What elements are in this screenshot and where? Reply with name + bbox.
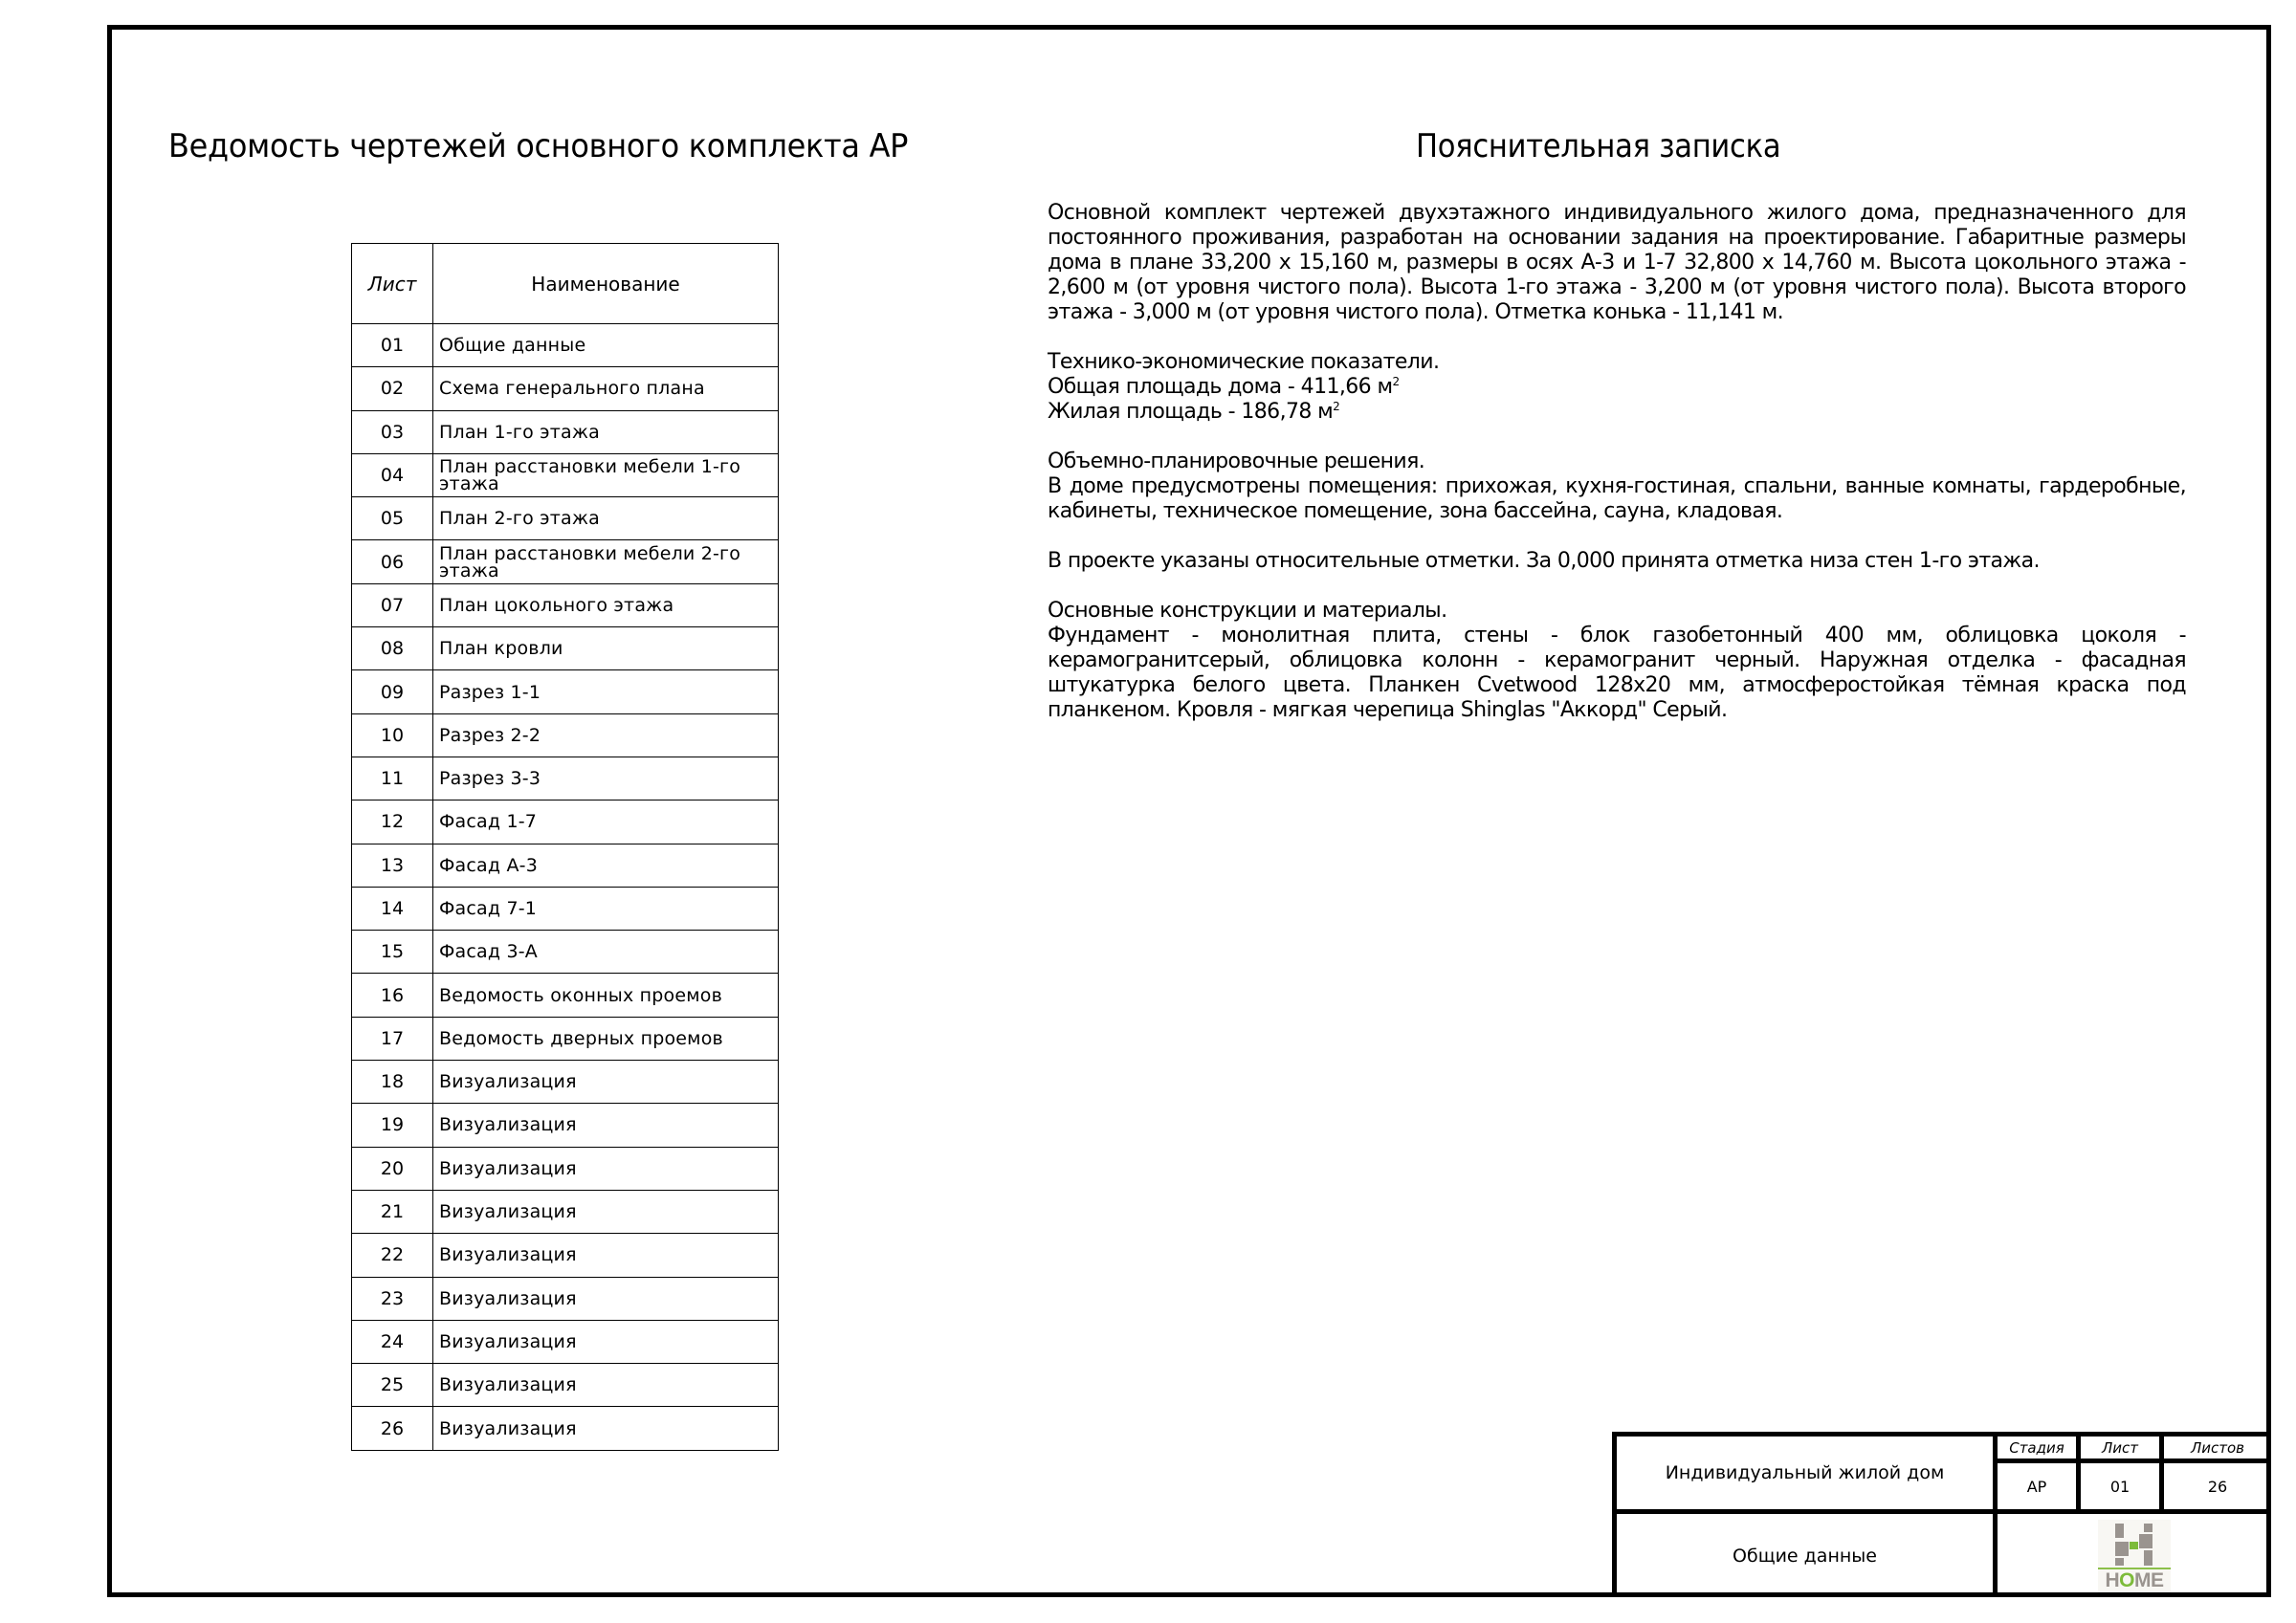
note-planning-text: В доме предусмотрены помещения: прихожая, кухня-гостиная, спальни, ванные комнаты, гардеробные, кабинеты, техническое помещение, зона бассейна, сауна, кладовая. [1048,474,2186,523]
sheet-number: 12 [352,801,433,844]
table-row [352,540,779,583]
sheet-title: Визуализация [433,1190,779,1233]
total-sheets-value: 26 [2164,1463,2271,1514]
sheet-number: 11 [352,757,433,800]
logo-wordmark: HOME [2105,1568,2164,1591]
sheet-title: Визуализация [433,1320,779,1363]
sheet-number: 03 [352,410,433,453]
sheet-number: 15 [352,931,433,974]
total-sheets-label: Листов [2164,1437,2271,1463]
table-row [352,844,779,887]
sheet-number: 24 [352,1320,433,1363]
sheet-number: 09 [352,670,433,713]
table-row [352,931,779,974]
sheet-number: 18 [352,1061,433,1104]
explanatory-note [1048,201,2186,748]
table-row [352,324,779,367]
sheet-title: Визуализация [433,1407,779,1450]
note-planning-heading: Объемно-планировочные решения. [1048,450,1425,473]
sheet-title: Визуализация [433,1364,779,1407]
table-row [352,670,779,713]
column-header-sheet: Лист [352,244,433,324]
note-general-paragraph: Основной комплект чертежей двухэтажного индивидуального жилого дома, предназначенного для постоянного проживания, разработан на основании задания на проектирование. Габаритные размеры дома в плане 33,200 х 15,160 м, размеры в осях А-3 и 1-7 32,800 х 14,760 м. Высота цокольного этажа - 2,600 м (от уровня чистого пола). Высота 1-го этажа - 3,200 м (от уровня чистого пола). Высота второго этажа - 3,000 м (от уровня чистого пола). Отметка конька - 11,141 м. [1048,201,2186,324]
note-materials-block [1048,599,2186,723]
note-living-area: Жилая площадь - 186,78 м [1048,400,1334,424]
note-materials-text: Фундамент - монолитная плита, стены - блок газобетонный 400 мм, облицовка цоколя - керамогранитсерый, облицовка колонн - керамогранит черный. Наружная отделка - фасадная штукатурка белого цвета. Планкен Cvetwood 128x20 мм, атмосферостойкая тёмная краска под планкеном. Кровля - мягкая черепица Shinglas "Аккорд" Серый. [1048,624,2186,722]
table-row [352,1190,779,1233]
sheet-title: План цокольного этажа [433,583,779,626]
sheet-title: Разрез 3-3 [433,757,779,800]
table-row [352,453,779,496]
title-block [1612,1432,2271,1597]
sheet-number: 16 [352,974,433,1017]
sheet-title: Фасад 1-7 [433,801,779,844]
sheet-title: Визуализация [433,1147,779,1190]
table-row [352,887,779,930]
note-total-area: Общая площадь дома - 411,66 м [1048,375,1393,399]
table-row [352,1104,779,1147]
sheet-number: 06 [352,540,433,583]
sheet-number: 20 [352,1147,433,1190]
sheet-title: План расстановки мебели 1-го этажа [433,453,779,496]
sheet-title: Разрез 2-2 [433,713,779,757]
table-row [352,1234,779,1277]
sheet-number: 07 [352,583,433,626]
sheet-name: Общие данные [1617,1514,1998,1597]
sheet-list-body [352,324,779,1451]
table-row [352,1017,779,1060]
table-row [352,974,779,1017]
area-unit-sup: 2 [1333,400,1340,413]
sheet-number: 04 [352,453,433,496]
sheet-title: План расстановки мебели 2-го этажа [433,540,779,583]
note-materials-heading: Основные конструкции и материалы. [1048,599,1447,623]
sheet-number: 14 [352,887,433,930]
column-header-name: Наименование [433,244,779,324]
sheet-title: Визуализация [433,1234,779,1277]
note-planning-block [1048,450,2186,524]
table-row [352,1277,779,1320]
sheet-title: Ведомость оконных проемов [433,974,779,1017]
sheet-number: 08 [352,627,433,670]
note-tep-block [1048,350,2186,425]
sheet-number: 21 [352,1190,433,1233]
sheet-title: План 1-го этажа [433,410,779,453]
table-row [352,497,779,540]
table-row [352,1364,779,1407]
sheet-number: 19 [352,1104,433,1147]
stage-label: Стадия [1998,1437,2081,1463]
sheet-title: Фасад А-3 [433,844,779,887]
sheet-title: План кровли [433,627,779,670]
table-row [352,583,779,626]
sheet-number-value: 01 [2081,1463,2164,1514]
sheet-title: Фасад 3-А [433,931,779,974]
area-unit-sup: 2 [1392,375,1400,388]
sheet-number: 17 [352,1017,433,1060]
sheet-label: Лист [2081,1437,2164,1463]
logo-cell [1998,1514,2271,1597]
sheet-number: 13 [352,844,433,887]
sheet-number: 02 [352,367,433,410]
table-row [352,1407,779,1450]
project-name: Индивидуальный жилой дом [1617,1437,1998,1514]
sheet-number: 22 [352,1234,433,1277]
note-tep-heading: Технико-экономические показатели. [1048,350,1440,374]
sheet-number: 26 [352,1407,433,1450]
sheet-number: 01 [352,324,433,367]
home-logo-icon [2098,1520,2171,1592]
sheet-title: План 2-го этажа [433,497,779,540]
sheet-number: 25 [352,1364,433,1407]
stage-value: АР [1998,1463,2081,1514]
sheet-list-title: Ведомость чертежей основного комплекта АР [168,127,909,165]
table-row [352,713,779,757]
table-row [352,1147,779,1190]
table-row [352,757,779,800]
sheet-list-table [351,243,779,1451]
sheet-title: Общие данные [433,324,779,367]
table-row [352,801,779,844]
sheet-number: 05 [352,497,433,540]
sheet-title: Визуализация [433,1061,779,1104]
note-title: Пояснительная записка [1416,127,1781,165]
note-elevations: В проекте указаны относительные отметки. За 0,000 принята отметка низа стен 1-го этажа. [1048,549,2040,573]
sheet-number: 10 [352,713,433,757]
sheet-title: Визуализация [433,1104,779,1147]
sheet-number: 23 [352,1277,433,1320]
table-header-row [352,244,779,324]
table-row [352,367,779,410]
sheet-title: Фасад 7-1 [433,887,779,930]
sheet-title: Визуализация [433,1277,779,1320]
sheet-title: Разрез 1-1 [433,670,779,713]
sheet-title: Схема генерального плана [433,367,779,410]
table-row [352,1320,779,1363]
table-row [352,627,779,670]
table-row [352,1061,779,1104]
table-row [352,410,779,453]
sheet-title: Ведомость дверных проемов [433,1017,779,1060]
